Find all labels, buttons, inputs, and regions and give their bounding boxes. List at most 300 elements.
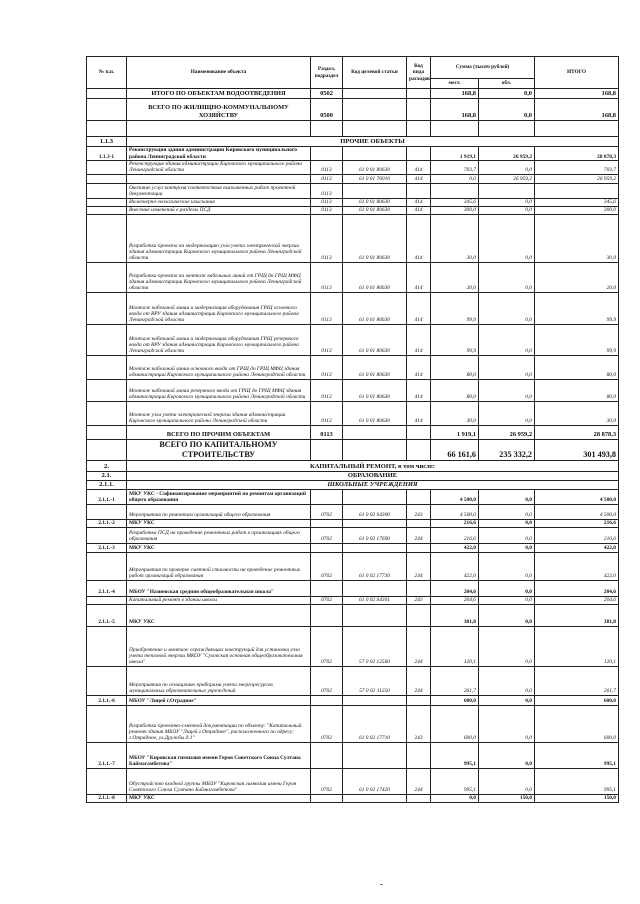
total-amount: 345,6 bbox=[535, 198, 619, 206]
expense-code: 414 bbox=[407, 292, 431, 324]
row-number bbox=[87, 401, 127, 425]
local-amount: 345,6 bbox=[431, 198, 479, 206]
local-amount: 99,9 bbox=[431, 292, 479, 324]
object-name: Мероприятия по оснащению приборами учета энергоресурсов муниципальных образовательных учреждений bbox=[127, 666, 311, 695]
empty-cell bbox=[535, 121, 619, 137]
object-name: Реконструкция здания администрации Кировского муниципального района Ленинградской области bbox=[127, 147, 311, 161]
row-number bbox=[87, 206, 127, 214]
section-code: 0113 bbox=[311, 425, 343, 439]
target-code: 61 0 02 S4300 bbox=[343, 504, 407, 519]
table-row bbox=[87, 379, 619, 401]
total-amount: 168,8 bbox=[535, 99, 619, 121]
target-code: 61 0 01 80630 bbox=[343, 379, 407, 401]
row-number: 2.1.1.-3 bbox=[87, 543, 127, 552]
regional-amount: 0,0 bbox=[479, 161, 535, 175]
object-name: МКУ УКС bbox=[127, 604, 311, 626]
row-number: 1.1.3-1 bbox=[87, 147, 127, 161]
row-number bbox=[87, 174, 127, 183]
table-row bbox=[87, 401, 619, 425]
total-amount: 703,7 bbox=[535, 161, 619, 175]
target-code bbox=[343, 519, 407, 527]
table-row bbox=[87, 519, 619, 527]
section-code: 0702 bbox=[311, 626, 343, 666]
row-number: 2.1.1.-1 bbox=[87, 489, 127, 504]
regional-amount: 0,0 bbox=[479, 355, 535, 379]
total-amount: 995,1 bbox=[535, 742, 619, 768]
regional-amount: 0,0 bbox=[479, 527, 535, 543]
empty-cell bbox=[479, 121, 535, 137]
section-code bbox=[311, 742, 343, 768]
total-amount: 381,8 bbox=[535, 604, 619, 626]
section-title: ОБРАЗОВАНИЕ bbox=[127, 471, 619, 480]
local-amount: 216,6 bbox=[431, 519, 479, 527]
total-amount bbox=[535, 183, 619, 198]
empty-cell bbox=[343, 121, 407, 137]
total-amount: 99,9 bbox=[535, 324, 619, 355]
row-number: 2. bbox=[87, 460, 127, 471]
local-amount: 995,1 bbox=[431, 742, 479, 768]
object-name: МБОУ "Кировская гимназия имени Героя Советского Союза Султана Баймагамбетова" bbox=[127, 742, 311, 768]
section-code: 0113 bbox=[311, 206, 343, 214]
expense-code: 244 bbox=[407, 666, 431, 695]
table-row bbox=[87, 161, 619, 175]
expense-code bbox=[407, 604, 431, 626]
section-code bbox=[311, 580, 343, 596]
budget-table bbox=[86, 56, 619, 803]
regional-amount: 235 332,2 bbox=[479, 439, 535, 460]
target-code: 61 0 02 17690 bbox=[343, 527, 407, 543]
regional-amount: 26 959,2 bbox=[479, 425, 535, 439]
object-name: Оказание услуг контроля соответствия выполненных работ проектной документации bbox=[127, 183, 311, 198]
total-amount: 600,0 bbox=[535, 705, 619, 742]
target-code: 61 0 01 80630 bbox=[343, 324, 407, 355]
target-code: 57 0 02 11250 bbox=[343, 666, 407, 695]
col-header-number: № п.п. bbox=[87, 57, 127, 89]
table-row bbox=[87, 324, 619, 355]
row-number bbox=[87, 666, 127, 695]
target-code bbox=[343, 489, 407, 504]
object-name: Обустройство входной группы МБОУ "Кировская гимназия имени Героя Советского Союза Султана Баймагамбетова" bbox=[127, 768, 311, 794]
object-name: Мероприятия по ремонтам организаций общего образования bbox=[127, 504, 311, 519]
object-name: Приобретение и монтаж ограждающих конструкций для установки узла учета тепловой энергии МКОУ "Суховская основная общеобразовательная школа" bbox=[127, 626, 311, 666]
target-code: 61 0 02 17710 bbox=[343, 705, 407, 742]
empty-cell bbox=[431, 121, 479, 137]
regional-amount: 0,0 bbox=[479, 214, 535, 262]
expense-code bbox=[407, 439, 431, 460]
expense-code: 414 bbox=[407, 174, 431, 183]
object-name: МКУ УКС bbox=[127, 519, 311, 527]
target-code: 61 0 01 80630 bbox=[343, 206, 407, 214]
object-name: Разработка проекта на модернизацию узла учета электрической энергии здания администрации Кировского муниципального района Ленинградской области bbox=[127, 214, 311, 262]
local-amount: 600,0 bbox=[431, 695, 479, 705]
section-code: 0113 bbox=[311, 174, 343, 183]
table-row bbox=[87, 705, 619, 742]
total-amount: 4 500,0 bbox=[535, 489, 619, 504]
regional-amount: 0,0 bbox=[479, 695, 535, 705]
table-row bbox=[87, 460, 619, 471]
empty-cell bbox=[87, 121, 127, 137]
section-code bbox=[311, 543, 343, 552]
section-title: КАПИТАЛЬНЫЙ РЕМОНТ, в том числе: bbox=[127, 460, 619, 471]
local-amount: 422,0 bbox=[431, 552, 479, 580]
row-number bbox=[87, 99, 127, 121]
object-name: МБОУ "Лицей г.Отрадное" bbox=[127, 695, 311, 705]
row-number: 2.1.1.-4 bbox=[87, 580, 127, 596]
local-amount: 168,8 bbox=[431, 99, 479, 121]
local-amount: 168,8 bbox=[431, 89, 479, 99]
object-name: Монтаж кабельной линии основного ввода от ГРЩ до ГРЩ МФЦ здания администрации Кировского муниципального района Ленинградской области bbox=[127, 355, 311, 379]
row-number bbox=[87, 768, 127, 794]
object-name: Инженерно-геологические изыскания bbox=[127, 198, 311, 206]
section-code bbox=[311, 604, 343, 626]
total-amount: 4 500,0 bbox=[535, 504, 619, 519]
total-amount: 150,0 bbox=[535, 794, 619, 802]
row-number bbox=[87, 504, 127, 519]
section-code bbox=[311, 794, 343, 802]
expense-code: 414 bbox=[407, 379, 431, 401]
expense-code bbox=[407, 794, 431, 802]
table-row bbox=[87, 147, 619, 161]
object-name: Мероприятия по проверке сметной стоимости на проведение ремонтных работ организаций образования bbox=[127, 552, 311, 580]
total-amount: 120,1 bbox=[535, 626, 619, 666]
object-name: МКУ УКС - Софинансирование мероприятий по ремонтам организаций общего образования bbox=[127, 489, 311, 504]
local-amount: 600,0 bbox=[431, 705, 479, 742]
row-number bbox=[87, 626, 127, 666]
total-amount: 301 493,8 bbox=[535, 439, 619, 460]
object-name: ВСЕГО ПО КАПИТАЛЬНОМУ СТРОИТЕЛЬСТВУ bbox=[127, 439, 311, 460]
target-code: 61 0 02 17420 bbox=[343, 768, 407, 794]
section-code bbox=[311, 489, 343, 504]
local-amount: 995,1 bbox=[431, 768, 479, 794]
col-header-local: мест. bbox=[431, 79, 479, 89]
local-amount: 0,0 bbox=[431, 174, 479, 183]
expense-code: 243 bbox=[407, 705, 431, 742]
regional-amount: 0,0 bbox=[479, 489, 535, 504]
expense-code bbox=[407, 695, 431, 705]
object-name: Разработка ПСД на проведение ремонтных работ в организациях общего образования bbox=[127, 527, 311, 543]
expense-code: 414 bbox=[407, 355, 431, 379]
expense-code: 414 bbox=[407, 214, 431, 262]
regional-amount bbox=[479, 183, 535, 198]
expense-code: 414 bbox=[407, 262, 431, 292]
regional-amount: 0,0 bbox=[479, 666, 535, 695]
row-number bbox=[87, 198, 127, 206]
regional-amount: 26 959,2 bbox=[479, 174, 535, 183]
expense-code: 243 bbox=[407, 596, 431, 604]
local-amount: 261,7 bbox=[431, 666, 479, 695]
object-name: Монтаж кабельной линии и модернизация оборудования ГРЩ основного ввода от ВРУ здания администрации Кировского муниципального района Ленинградской области bbox=[127, 292, 311, 324]
expense-code: 414 bbox=[407, 161, 431, 175]
table-row bbox=[87, 695, 619, 705]
target-code bbox=[343, 439, 407, 460]
expense-code: 244 bbox=[407, 527, 431, 543]
row-number: 2.1. bbox=[87, 471, 127, 480]
target-code bbox=[343, 425, 407, 439]
target-code: 61 0 01 70010 bbox=[343, 174, 407, 183]
row-number bbox=[87, 161, 127, 175]
table-row bbox=[87, 596, 619, 604]
row-number: 2.1.1.-6 bbox=[87, 695, 127, 705]
section-code bbox=[311, 147, 343, 161]
total-amount: 216,6 bbox=[535, 527, 619, 543]
regional-amount: 0,0 bbox=[479, 543, 535, 552]
object-name: Монтаж узла учета электрической энергии здания администрации Кировского муниципального района Ленинградской области bbox=[127, 401, 311, 425]
regional-amount: 0,0 bbox=[479, 626, 535, 666]
local-amount: 216,6 bbox=[431, 527, 479, 543]
row-number bbox=[87, 262, 127, 292]
local-amount: 4 500,0 bbox=[431, 489, 479, 504]
object-name: МКУ УКС bbox=[127, 543, 311, 552]
total-amount: 995,1 bbox=[535, 768, 619, 794]
empty-cell bbox=[127, 121, 311, 137]
total-amount: 168,8 bbox=[535, 89, 619, 99]
total-amount: 600,0 bbox=[535, 695, 619, 705]
local-amount: 99,9 bbox=[431, 324, 479, 355]
regional-amount: 0,0 bbox=[479, 580, 535, 596]
object-name: ИТОГО ПО ОБЪЕКТАМ ВОДООТВЕДЕНИЯ bbox=[127, 89, 311, 99]
section-code: 0113 bbox=[311, 379, 343, 401]
section-title: ПРОЧИЕ ОБЪЕКТЫ bbox=[127, 137, 619, 147]
target-code: 61 0 02 17730 bbox=[343, 552, 407, 580]
expense-code bbox=[407, 519, 431, 527]
object-name: Разработка проектно-сметной документации по объекту: "Капитальный ремонт здания МБОУ "Лицей г.Отрадное", расположенного по адресу: г.Отрадное, ул.Дружбы д.1" bbox=[127, 705, 311, 742]
row-number bbox=[87, 705, 127, 742]
regional-amount: 0,0 bbox=[479, 401, 535, 425]
table-row bbox=[87, 214, 619, 262]
row-number bbox=[87, 439, 127, 460]
section-code: 0113 bbox=[311, 401, 343, 425]
table-row bbox=[87, 504, 619, 519]
row-number bbox=[87, 183, 127, 198]
target-code: 61 0 01 80630 bbox=[343, 161, 407, 175]
budget-table-sheet bbox=[86, 56, 618, 803]
section-code: 0113 bbox=[311, 355, 343, 379]
local-amount: 1 919,1 bbox=[431, 147, 479, 161]
row-number bbox=[87, 355, 127, 379]
target-code: 61 0 01 80630 bbox=[343, 198, 407, 206]
local-amount: 0,0 bbox=[431, 794, 479, 802]
page-mark bbox=[380, 884, 383, 885]
regional-amount: 0,0 bbox=[479, 519, 535, 527]
section-code: 0702 bbox=[311, 596, 343, 604]
total-amount: 26 959,2 bbox=[535, 174, 619, 183]
target-code: 61 0 01 80630 bbox=[343, 214, 407, 262]
col-header-target: Код целевой статьи bbox=[343, 57, 407, 89]
total-amount: 28 878,3 bbox=[535, 147, 619, 161]
object-name: ВСЕГО ПО ЖИЛИЩНО-КОММУНАЛЬНОМУ ХОЗЯЙСТВУ bbox=[127, 99, 311, 121]
regional-amount: 26 959,2 bbox=[479, 147, 535, 161]
total-amount: 204,6 bbox=[535, 596, 619, 604]
col-header-sum: Сумма (тысяч рублей) bbox=[431, 57, 535, 79]
expense-code: 414 bbox=[407, 206, 431, 214]
table-row bbox=[87, 626, 619, 666]
local-amount bbox=[431, 183, 479, 198]
section-code: 0702 bbox=[311, 504, 343, 519]
total-amount: 80,0 bbox=[535, 355, 619, 379]
target-code bbox=[343, 147, 407, 161]
table-row bbox=[87, 471, 619, 480]
section-code: 0113 bbox=[311, 324, 343, 355]
target-code bbox=[343, 183, 407, 198]
row-number bbox=[87, 552, 127, 580]
local-amount: 80,0 bbox=[431, 355, 479, 379]
table-row bbox=[87, 174, 619, 183]
object-name: Реконструкция здания администрации Кировского муниципального района Ленинградской области bbox=[127, 161, 311, 175]
target-code bbox=[343, 794, 407, 802]
section-code: 0113 bbox=[311, 183, 343, 198]
local-amount: 204,6 bbox=[431, 596, 479, 604]
target-code bbox=[343, 580, 407, 596]
table-row bbox=[87, 425, 619, 439]
table-row bbox=[87, 99, 619, 121]
section-code: 0702 bbox=[311, 527, 343, 543]
target-code bbox=[343, 543, 407, 552]
expense-code: 244 bbox=[407, 552, 431, 580]
object-name: Внесение изменений в разделы ПСД bbox=[127, 206, 311, 214]
object-name: ВСЕГО ПО ПРОЧИМ ОБЪЕКТАМ bbox=[127, 425, 311, 439]
local-amount: 80,0 bbox=[431, 379, 479, 401]
target-code: 61 0 02 S4301 bbox=[343, 596, 407, 604]
row-number bbox=[87, 527, 127, 543]
regional-amount: 0,0 bbox=[479, 206, 535, 214]
row-number bbox=[87, 292, 127, 324]
total-amount: 422,0 bbox=[535, 552, 619, 580]
regional-amount: 0,0 bbox=[479, 604, 535, 626]
target-code: 61 0 01 80630 bbox=[343, 355, 407, 379]
target-code: 61 0 01 80630 bbox=[343, 262, 407, 292]
local-amount: 1 919,1 bbox=[431, 425, 479, 439]
table-row bbox=[87, 527, 619, 543]
object-name: МБОУ "Назиевская средняя общеобразовательная школа" bbox=[127, 580, 311, 596]
row-number bbox=[87, 596, 127, 604]
regional-amount: 0,0 bbox=[479, 324, 535, 355]
expense-code bbox=[407, 183, 431, 198]
total-amount: 30,0 bbox=[535, 214, 619, 262]
table-row bbox=[87, 489, 619, 504]
header-row bbox=[87, 57, 619, 79]
section-code: 0113 bbox=[311, 262, 343, 292]
regional-amount: 0,0 bbox=[479, 198, 535, 206]
object-name: Монтаж кабельной линии и модернизация оборудования ГРЩ резервного ввода от ВРУ здания администрации Кировского муниципального района Ленинградской области bbox=[127, 324, 311, 355]
local-amount: 204,6 bbox=[431, 580, 479, 596]
expense-code bbox=[407, 99, 431, 121]
expense-code: 243 bbox=[407, 504, 431, 519]
total-amount: 261,7 bbox=[535, 666, 619, 695]
row-number bbox=[87, 324, 127, 355]
section-code: 0702 bbox=[311, 768, 343, 794]
total-amount: 99,9 bbox=[535, 292, 619, 324]
target-code bbox=[343, 604, 407, 626]
regional-amount: 0,0 bbox=[479, 705, 535, 742]
expense-code: 244 bbox=[407, 768, 431, 794]
target-code bbox=[343, 695, 407, 705]
expense-code bbox=[407, 543, 431, 552]
row-number: 1.1.3 bbox=[87, 137, 127, 147]
regional-amount: 0,0 bbox=[479, 552, 535, 580]
object-name: Капитальный ремонт в здании школы bbox=[127, 596, 311, 604]
col-header-regional: обл. bbox=[479, 79, 535, 89]
section-code: 0702 bbox=[311, 705, 343, 742]
expense-code bbox=[407, 425, 431, 439]
table-row bbox=[87, 89, 619, 99]
regional-amount: 0,0 bbox=[479, 292, 535, 324]
local-amount: 20,0 bbox=[431, 262, 479, 292]
table-row bbox=[87, 768, 619, 794]
regional-amount: 0,0 bbox=[479, 768, 535, 794]
table-row bbox=[87, 137, 619, 147]
table-row bbox=[87, 262, 619, 292]
total-amount: 80,0 bbox=[535, 379, 619, 401]
empty-cell bbox=[407, 121, 431, 137]
total-amount: 216,6 bbox=[535, 519, 619, 527]
regional-amount: 0,0 bbox=[479, 596, 535, 604]
table-row bbox=[87, 292, 619, 324]
expense-code: 244 bbox=[407, 626, 431, 666]
section-code: 0113 bbox=[311, 214, 343, 262]
object-name bbox=[127, 174, 311, 183]
expense-code bbox=[407, 89, 431, 99]
section-code: 0113 bbox=[311, 198, 343, 206]
section-code: 0113 bbox=[311, 161, 343, 175]
col-header-section: Раздел, подраздел bbox=[311, 57, 343, 89]
regional-amount: 150,0 bbox=[479, 794, 535, 802]
target-code bbox=[343, 89, 407, 99]
target-code: 61 0 01 80630 bbox=[343, 292, 407, 324]
local-amount: 30,0 bbox=[431, 214, 479, 262]
table-row bbox=[87, 480, 619, 489]
col-header-name: Наименование объекта bbox=[127, 57, 311, 89]
row-number bbox=[87, 89, 127, 99]
regional-amount: 0,0 bbox=[479, 379, 535, 401]
object-name: Монтаж кабельной линии резервного ввода от ГРЩ до ГРЩ МФЦ здания администрации Кировского муниципального района Ленинградской области bbox=[127, 379, 311, 401]
target-code: 61 0 01 80630 bbox=[343, 401, 407, 425]
local-amount: 66 161,6 bbox=[431, 439, 479, 460]
expense-code bbox=[407, 489, 431, 504]
row-number bbox=[87, 214, 127, 262]
regional-amount: 0,0 bbox=[479, 504, 535, 519]
table-row bbox=[87, 604, 619, 626]
row-number bbox=[87, 425, 127, 439]
section-code bbox=[311, 695, 343, 705]
total-amount: 28 878,3 bbox=[535, 425, 619, 439]
expense-code: 414 bbox=[407, 324, 431, 355]
table-row bbox=[87, 121, 619, 137]
table-row bbox=[87, 794, 619, 802]
local-amount: 30,0 bbox=[431, 401, 479, 425]
section-code: 0500 bbox=[311, 99, 343, 121]
object-name: МКУ УКС bbox=[127, 794, 311, 802]
table-row bbox=[87, 666, 619, 695]
row-number: 2.1.1.-5 bbox=[87, 604, 127, 626]
regional-amount: 0,0 bbox=[479, 262, 535, 292]
table-row bbox=[87, 742, 619, 768]
empty-cell bbox=[311, 121, 343, 137]
expense-code: 414 bbox=[407, 401, 431, 425]
expense-code bbox=[407, 147, 431, 161]
col-header-total: ИТОГО bbox=[535, 57, 619, 89]
section-code: 0113 bbox=[311, 292, 343, 324]
row-number: 2.1.1.-2 bbox=[87, 519, 127, 527]
table-row bbox=[87, 580, 619, 596]
section-code: 0502 bbox=[311, 89, 343, 99]
local-amount: 422,0 bbox=[431, 543, 479, 552]
total-amount: 422,0 bbox=[535, 543, 619, 552]
regional-amount: 0,0 bbox=[479, 89, 535, 99]
row-number bbox=[87, 379, 127, 401]
local-amount: 300,0 bbox=[431, 206, 479, 214]
table-row bbox=[87, 439, 619, 460]
section-code bbox=[311, 439, 343, 460]
